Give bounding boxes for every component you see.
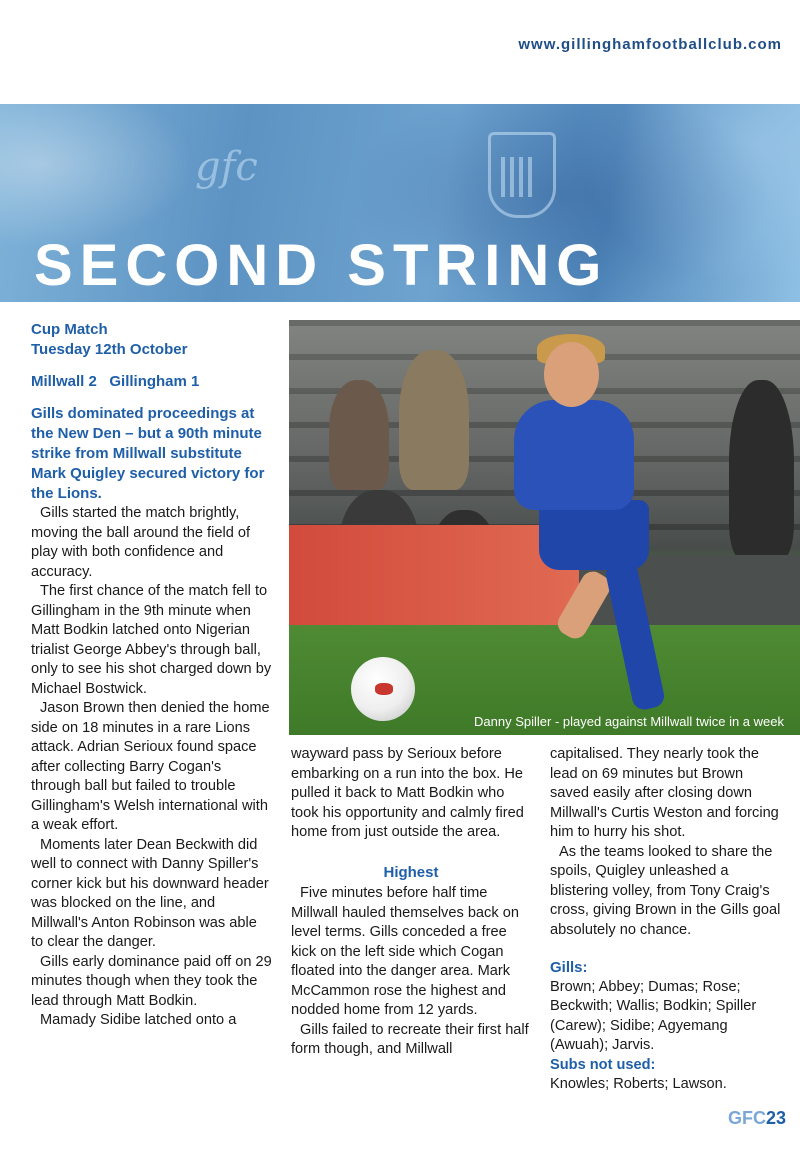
- paragraph: Moments later Dean Beckwith did well to connect with Danny Spiller's corner kick but his downward header was blocked on the line, and Millwall's Anton Robinson was able to clear the danger.: [31, 836, 269, 950]
- page-number: [728, 1108, 786, 1129]
- paragraph: Mamady Sidibe latched onto a: [40, 1012, 237, 1028]
- subheading: Highest: [383, 863, 439, 881]
- match-photo: [289, 320, 800, 735]
- player-shorts: [539, 500, 649, 570]
- lineup-players: Brown; Abbey; Dumas; Rose; Beckwith; Wallis; Bodkin; Spiller (Carew); Sidibe; Agyemang (Awuah); Jarvis.: [550, 978, 757, 1053]
- football-icon: [351, 657, 415, 721]
- paragraph: Gills early dominance paid off on 29 minutes though when they took the lead through Matt Bodkin.: [31, 953, 272, 1009]
- advertising-board: [289, 525, 579, 625]
- banner-logo: gfc: [195, 144, 258, 190]
- column-3: [550, 745, 785, 1095]
- paragraph: The first chance of the match fell to Gillingham in the 9th minute when Matt Bodkin latched onto Nigerian trialist George Abbey's through ball, only to see his shot charged down by Michael Bostwick.: [31, 583, 272, 697]
- crowd-figure: [399, 350, 469, 490]
- paragraph: Jason Brown then denied the home side on 18 minutes in a rare Lions attack. Adrian Serioux found space after collecting Barry Cogan's through ball but failed to trouble Gillingham's Welsh international with a weak effort.: [31, 700, 270, 833]
- match-competition: Cup Match: [31, 321, 108, 338]
- match-date: Tuesday 12th October: [31, 341, 188, 358]
- column-1: [31, 320, 273, 1031]
- page-prefix: GFC: [727, 1108, 766, 1128]
- photo-caption: Danny Spiller - played against Millwall twice in a week: [474, 714, 784, 729]
- player-head: [544, 342, 599, 407]
- paragraph: Gills started the match brightly, moving the ball around the field of play with both confidence and accuracy.: [31, 505, 251, 580]
- paragraph: wayward pass by Serioux before embarking on a run into the box. He pulled it back to Matt Bodkin who took his opportunity and calmly fired home from just outside the area.: [291, 746, 524, 840]
- page-title: SECOND STRING: [34, 233, 609, 298]
- page-number-value: 23: [765, 1108, 786, 1128]
- paragraph: Five minutes before half time Millwall hauled themselves back on level terms. Gills conceded a free kick on the left side which Cogan floated into the danger area. Mark McCammon rose the highest and nodded home from 12 yards.: [291, 885, 519, 1018]
- lineup-heading: Gills:: [550, 959, 588, 976]
- paragraph: capitalised. They nearly took the lead on 69 minutes but Brown saved easily after closing down Millwall's Curtis Weston and forcing him to hurry his shot.: [550, 746, 779, 840]
- banner: [0, 104, 800, 302]
- player-shirt: [514, 400, 634, 510]
- paragraph: As the teams looked to share the spoils, Quigley unleashed a blistering volley, from Tony Craig's cross, giving Brown in the Gills goal absolutely no chance.: [550, 843, 781, 938]
- article-lead: Gills dominated proceedings at the New Den – but a 90th minute strike from Millwall substitute Mark Quigley secured victory for the Lions.: [31, 405, 265, 502]
- crowd-figure: [729, 380, 794, 560]
- subs-players: Knowles; Roberts; Lawson.: [550, 1076, 727, 1092]
- crest-icon: [488, 132, 556, 218]
- column-2: [291, 745, 531, 1060]
- match-result: Millwall 2 Gillingham 1: [31, 373, 200, 390]
- paragraph: Gills failed to recreate their first half form though, and Millwall: [291, 1021, 529, 1057]
- site-url[interactable]: www.gillinghamfootballclub.com: [518, 36, 782, 53]
- crowd-figure: [329, 380, 389, 490]
- subs-heading: Subs not used:: [550, 1056, 656, 1073]
